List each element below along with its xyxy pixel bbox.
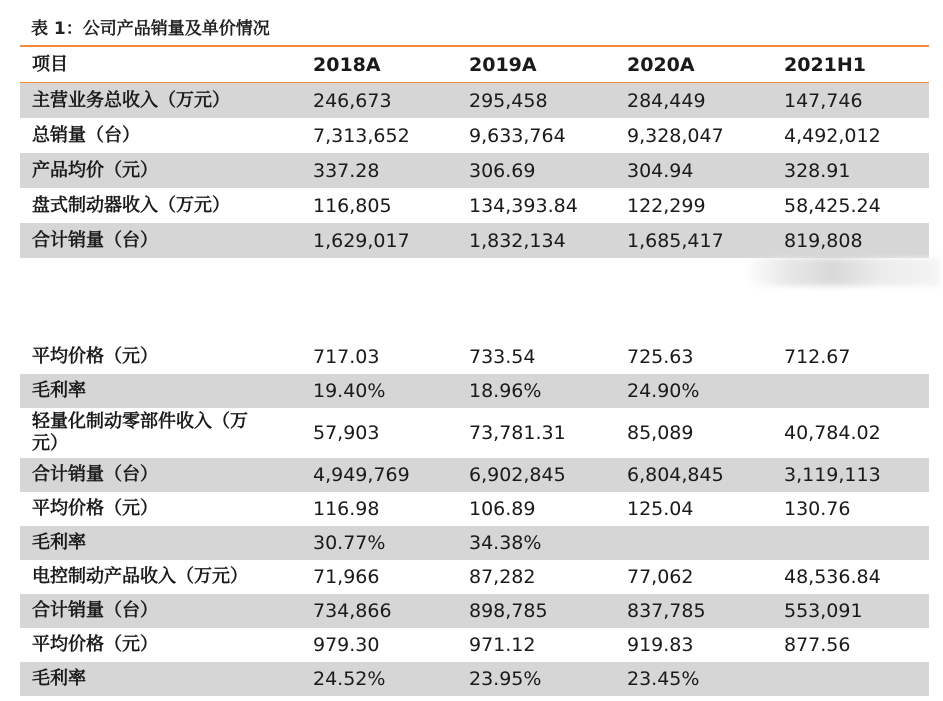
table-row bbox=[20, 118, 929, 153]
table-row bbox=[20, 83, 929, 118]
cell-value: 24.90% bbox=[627, 380, 700, 402]
cell-value: 979.30 bbox=[313, 634, 380, 656]
cell-value: 246,673 bbox=[313, 89, 392, 112]
cell-value: 898,785 bbox=[469, 600, 548, 622]
cell-value: 116.98 bbox=[313, 498, 380, 520]
cell-value: 717.03 bbox=[313, 346, 380, 368]
cell-value: 7,313,652 bbox=[313, 124, 410, 147]
row-label: 平均价格（元） bbox=[32, 346, 158, 368]
cell-value: 337.28 bbox=[313, 159, 380, 182]
table-part-2 bbox=[20, 340, 929, 696]
cell-value: 30.77% bbox=[313, 532, 386, 554]
cell-value: 106.89 bbox=[469, 498, 536, 520]
cell-value: 284,449 bbox=[627, 89, 706, 112]
cell-value: 1,685,417 bbox=[627, 229, 724, 252]
cell-value: 733.54 bbox=[469, 346, 536, 368]
cell-value: 48,536.84 bbox=[784, 566, 881, 588]
row-label: 平均价格（元） bbox=[32, 498, 158, 520]
row-label: 电控制动产品收入（万元） bbox=[32, 566, 248, 588]
cell-value: 3,119,113 bbox=[784, 464, 881, 486]
table-header-row bbox=[20, 47, 929, 82]
table-top bbox=[20, 47, 929, 82]
header-item: 项目 bbox=[32, 53, 68, 75]
cell-value: 877.56 bbox=[784, 634, 851, 656]
cell-value: 4,949,769 bbox=[313, 464, 410, 486]
row-label: 毛利率 bbox=[32, 380, 86, 402]
table-part-1 bbox=[20, 83, 929, 258]
row-label: 平均价格（元） bbox=[32, 634, 158, 656]
cell-value: 1,832,134 bbox=[469, 229, 566, 252]
cell-value: 130.76 bbox=[784, 498, 851, 520]
cell-value: 87,282 bbox=[469, 566, 536, 588]
table-row bbox=[20, 340, 929, 374]
header-2019a: 2019A bbox=[469, 53, 537, 76]
cell-value: 147,746 bbox=[784, 89, 863, 112]
header-2018a: 2018A bbox=[313, 53, 381, 76]
cell-value: 553,091 bbox=[784, 600, 863, 622]
cell-value: 85,089 bbox=[627, 422, 694, 444]
cell-value: 58,425.24 bbox=[784, 194, 881, 217]
cell-value: 9,633,764 bbox=[469, 124, 566, 147]
cell-value: 837,785 bbox=[627, 600, 706, 622]
row-label: 毛利率 bbox=[32, 668, 86, 690]
cell-value: 295,458 bbox=[469, 89, 548, 112]
table-row bbox=[20, 594, 929, 628]
cell-value: 24.52% bbox=[313, 668, 386, 690]
cell-value: 57,903 bbox=[313, 422, 380, 444]
cell-value: 6,902,845 bbox=[469, 464, 566, 486]
cell-value: 77,062 bbox=[627, 566, 694, 588]
row-label: 合计销量（台） bbox=[32, 600, 158, 622]
cell-value: 125.04 bbox=[627, 498, 694, 520]
table-row bbox=[20, 492, 929, 526]
cell-value: 712.67 bbox=[784, 346, 851, 368]
row-label: 轻量化制动零部件收入（万元） bbox=[32, 411, 248, 454]
cell-value: 304.94 bbox=[627, 159, 694, 182]
cell-value: 819,808 bbox=[784, 229, 863, 252]
row-label: 产品均价（元） bbox=[32, 159, 158, 181]
cell-value: 23.95% bbox=[469, 668, 542, 690]
cell-value: 1,629,017 bbox=[313, 229, 410, 252]
row-label: 主营业务总收入（万元） bbox=[32, 89, 230, 111]
cell-value: 4,492,012 bbox=[784, 124, 881, 147]
table-row bbox=[20, 526, 929, 560]
table-row bbox=[20, 628, 929, 662]
cell-value: 18.96% bbox=[469, 380, 542, 402]
cell-value: 6,804,845 bbox=[627, 464, 724, 486]
cell-value: 116,805 bbox=[313, 194, 392, 217]
cell-value: 134,393.84 bbox=[469, 194, 578, 217]
row-label: 合计销量（台） bbox=[32, 464, 158, 486]
table-title: 表 1：公司产品销量及单价情况 bbox=[31, 19, 270, 39]
cell-value: 725.63 bbox=[627, 346, 694, 368]
header-2020a: 2020A bbox=[627, 53, 695, 76]
cell-value: 328.91 bbox=[784, 159, 851, 182]
cell-value: 971.12 bbox=[469, 634, 536, 656]
table-row bbox=[20, 560, 929, 594]
cell-value: 71,966 bbox=[313, 566, 380, 588]
table-row bbox=[20, 223, 929, 258]
cell-value: 734,866 bbox=[313, 600, 392, 622]
table-row bbox=[20, 374, 929, 408]
cell-value: 919.83 bbox=[627, 634, 694, 656]
table-row bbox=[20, 662, 929, 696]
cell-value: 34.38% bbox=[469, 532, 542, 554]
row-label: 总销量（台） bbox=[32, 124, 140, 146]
header-2021h1: 2021H1 bbox=[784, 53, 867, 76]
row-label: 盘式制动器收入（万元） bbox=[32, 194, 230, 216]
table-row bbox=[20, 408, 929, 458]
cell-value: 9,328,047 bbox=[627, 124, 724, 147]
cell-value: 306.69 bbox=[469, 159, 536, 182]
table-row bbox=[20, 153, 929, 188]
cell-value: 73,781.31 bbox=[469, 422, 566, 444]
table-row bbox=[20, 188, 929, 223]
cell-value: 40,784.02 bbox=[784, 422, 881, 444]
row-label: 合计销量（台） bbox=[32, 229, 158, 251]
table-row bbox=[20, 458, 929, 492]
redacted-watermark bbox=[745, 258, 940, 286]
cell-value: 19.40% bbox=[313, 380, 386, 402]
row-label: 毛利率 bbox=[32, 532, 86, 554]
cell-value: 122,299 bbox=[627, 194, 706, 217]
cell-value: 23.45% bbox=[627, 668, 700, 690]
